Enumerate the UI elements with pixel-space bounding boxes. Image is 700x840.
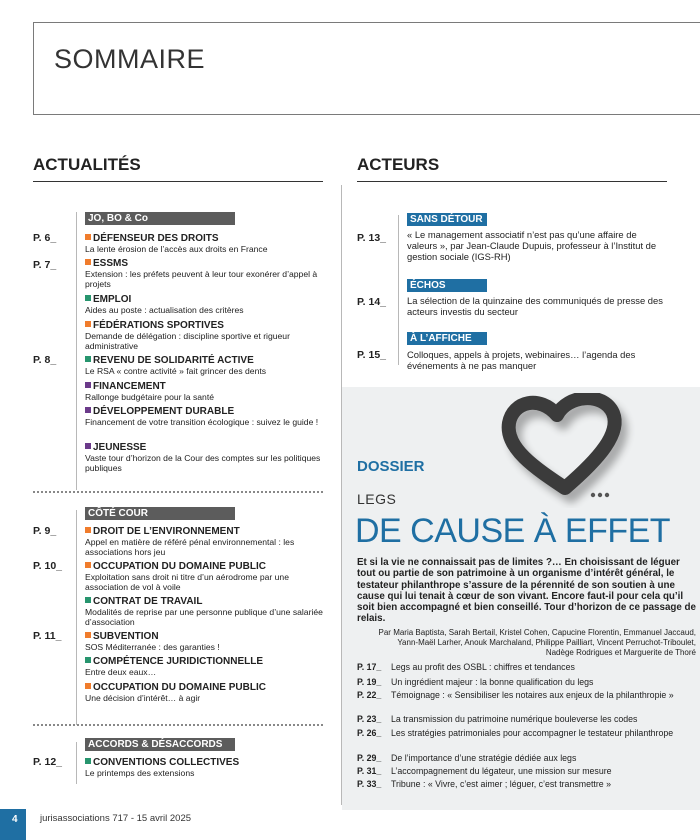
page-number: P. 23_ (357, 714, 382, 724)
list-item[interactable] (85, 757, 325, 778)
orange-bullet-icon (85, 632, 91, 638)
page-number: P. 12_ (33, 756, 63, 768)
title-box (33, 22, 700, 115)
accords-page-divider (76, 742, 77, 784)
actualites-heading: ACTUALITÉS (33, 155, 141, 174)
entry-text: La transmission du patrimoine numérique bouleverse les codes (391, 714, 638, 724)
section-label-jo-bo: JO, BO & Co (85, 212, 235, 225)
page-number: P. 17_ (357, 662, 382, 672)
acteurs-page-divider (398, 215, 399, 365)
acteur-text[interactable]: La sélection de la quinzaine des communiqués de presse des acteurs investis du secteur (407, 295, 663, 317)
purple-bullet-icon (85, 443, 91, 449)
item-title: DÉVELOPPEMENT DURABLE (93, 406, 235, 417)
entry-text: Témoignage : « Sensibiliser les notaires aux enjeux de la philanthropie » (391, 690, 674, 700)
item-desc: Modalités de reprise par une personne publique d’une salariée d’association (85, 607, 323, 627)
orange-bullet-icon (85, 527, 91, 533)
section-label-cote-cour: CÔTÉ COUR (85, 507, 235, 520)
purple-bullet-icon (85, 382, 91, 388)
dossier-label: DOSSIER (357, 458, 425, 475)
list-item[interactable] (85, 656, 325, 677)
list-item[interactable] (85, 381, 325, 402)
acteurs-rule (357, 181, 667, 182)
item-desc: Vaste tour d’horizon de la Cour des comptes sur les politiques publiques (85, 453, 321, 473)
entry-text: L’accompagnement du légateur, une mission sur mesure (391, 766, 612, 776)
orange-bullet-icon (85, 562, 91, 568)
page-number: P. 14_ (357, 296, 387, 308)
footer-publication: jurisassociations 717 - 15 avril 2025 (40, 813, 192, 824)
acteur-text[interactable]: Colloques, appels à projets, webinaires… l’agenda des événements à ne pas manquer (407, 349, 636, 371)
entry-text: De l’importance d’une stratégie dédiée aux legs (391, 753, 577, 763)
green-bullet-icon (85, 356, 91, 362)
page-number: P. 7_ (33, 259, 57, 271)
orange-bullet-icon (85, 321, 91, 327)
acteur-text[interactable]: « Le management associatif n’est pas qu’une affaire de valeurs », par Jean-Claude Dupuis, professeur à l’Institut de gestion sociale (IGS-RH) (407, 229, 657, 262)
list-item[interactable] (85, 233, 325, 254)
item-title: CONTRAT DE TRAVAIL (93, 596, 203, 607)
item-desc: Le RSA « contre activité » fait grincer des dents (85, 366, 267, 376)
item-desc: Le printemps des extensions (85, 768, 195, 778)
actualites-page-divider (76, 212, 77, 490)
item-desc: Exploitation sans droit ni titre d’un aérodrome par une association de vol à voile (85, 572, 289, 592)
list-item[interactable] (85, 596, 325, 627)
item-title: SUBVENTION (93, 631, 159, 642)
dossier-title[interactable]: DE CAUSE À EFFET (355, 512, 671, 550)
section-divider (33, 491, 323, 493)
item-title: ESSMS (93, 258, 129, 269)
item-title: REVENU DE SOLIDARITÉ ACTIVE (93, 355, 254, 366)
item-desc: Appel en matière de référé pénal environnemental : les associations hors jeu (85, 537, 295, 557)
section-label-accords: ACCORDS & DÉSACCORDS (85, 738, 235, 751)
item-desc: Financement de votre transition écologique : suivez le guide ! (85, 417, 319, 427)
heart-image (495, 393, 655, 508)
page-number: P. 31_ (357, 766, 382, 776)
entry-text: Les stratégies patrimoniales pour accompagner le testateur philanthrope (391, 728, 674, 738)
cote-cour-page-divider (76, 510, 77, 725)
green-bullet-icon (85, 657, 91, 663)
page-number: P. 9_ (33, 525, 57, 537)
item-title: DROIT DE L’ENVIRONNEMENT (93, 526, 240, 537)
section-label-a-l-affiche: À L’AFFICHE (407, 332, 487, 345)
item-desc: SOS Méditerranée : des garanties ! (85, 642, 220, 652)
entry-text: Un ingrédient majeur : la bonne qualification du legs (391, 677, 594, 687)
dossier-authors: Par Maria Baptista, Sarah Bertail, Kristel Cohen, Capucine Florentin, Emmanuel Jaccaud, Yann-Maël Larher, Anouk Marchaland, Philippe Pailliart, Vincent Perruchot-Triboulet, Nadège Rodrigues et Marguerite de Thoré (378, 628, 696, 657)
item-desc: Demande de délégation : discipline sportive et rigueur administrative (85, 331, 290, 351)
list-item[interactable] (85, 406, 325, 427)
list-item[interactable] (85, 682, 325, 703)
orange-bullet-icon (85, 259, 91, 265)
list-item[interactable] (85, 631, 325, 652)
page-number: P. 11_ (33, 630, 62, 642)
item-title: FÉDÉRATIONS SPORTIVES (93, 320, 224, 331)
page-number: P. 15_ (357, 349, 387, 361)
item-title: OCCUPATION DU DOMAINE PUBLIC (93, 561, 266, 572)
list-item[interactable] (85, 561, 325, 592)
entry-text: Legs au profit des OSBL : chiffres et tendances (391, 662, 575, 672)
orange-bullet-icon (85, 683, 91, 689)
dossier-lead: Et si la vie ne connaissait pas de limites ?… En choisissant de léguer tout ou partie de son patrimoine à un organisme d’intérêt général, le testateur philanthrope s’assure de la pérennité de son soutien à une cause qui lui tenait à cœur de son vivant. Encore faut-il pour cela qu’il soit bien accompagné et bien conseillé. Tour d’horizon de ce passage de relais. (357, 557, 696, 625)
item-title: COMPÉTENCE JURIDICTIONNELLE (93, 656, 264, 667)
item-desc: Aides au poste : actualisation des critères (85, 305, 244, 315)
page-number: P. 10_ (33, 560, 63, 572)
list-item[interactable] (85, 294, 325, 315)
page-number: P. 19_ (357, 677, 382, 687)
page-number: P. 13_ (357, 232, 387, 244)
page-number: P. 33_ (357, 779, 382, 789)
section-divider (33, 724, 323, 726)
item-title: JEUNESSE (93, 442, 147, 453)
item-title: EMPLOI (93, 294, 132, 305)
item-title: OCCUPATION DU DOMAINE PUBLIC (93, 682, 266, 693)
item-desc: Extension : les préfets peuvent à leur tour exonérer d’appel à projets (85, 269, 318, 289)
item-desc: Une décision d’intérêt… à agir (85, 693, 201, 703)
green-bullet-icon (85, 597, 91, 603)
acteurs-heading: ACTEURS (357, 155, 440, 174)
item-title: CONVENTIONS COLLECTIVES (93, 757, 240, 768)
list-item[interactable] (85, 258, 325, 289)
item-desc: Rallonge budgétaire pour la santé (85, 392, 214, 402)
green-bullet-icon (85, 758, 91, 764)
item-title: DÉFENSEUR DES DROITS (93, 233, 219, 244)
page-number: P. 6_ (33, 232, 57, 244)
list-item[interactable] (85, 526, 325, 557)
section-label-sans-detour: SANS DÉTOUR (407, 213, 487, 226)
dossier-kicker: LEGS (357, 491, 397, 507)
item-desc: La lente érosion de l’accès aux droits en France (85, 244, 268, 254)
page-number-badge: 4 (0, 809, 26, 840)
page-title: SOMMAIRE (54, 44, 206, 74)
item-title: FINANCEMENT (93, 381, 166, 392)
page-number: P. 29_ (357, 753, 382, 763)
purple-bullet-icon (85, 407, 91, 413)
section-label-echos: ÉCHOS (407, 279, 487, 292)
orange-bullet-icon (85, 234, 91, 240)
entry-text: Tribune : « Vivre, c’est aimer ; léguer, c’est transmettre » (391, 779, 612, 789)
list-item[interactable] (85, 355, 325, 376)
item-desc: Entre deux eaux… (85, 667, 157, 677)
actualites-rule (33, 181, 323, 182)
page-number: P. 26_ (357, 728, 382, 738)
list-item[interactable] (85, 442, 325, 473)
list-item[interactable] (85, 320, 325, 351)
green-bullet-icon (85, 295, 91, 301)
page-number: P. 22_ (357, 690, 382, 700)
page-number: P. 8_ (33, 354, 57, 366)
